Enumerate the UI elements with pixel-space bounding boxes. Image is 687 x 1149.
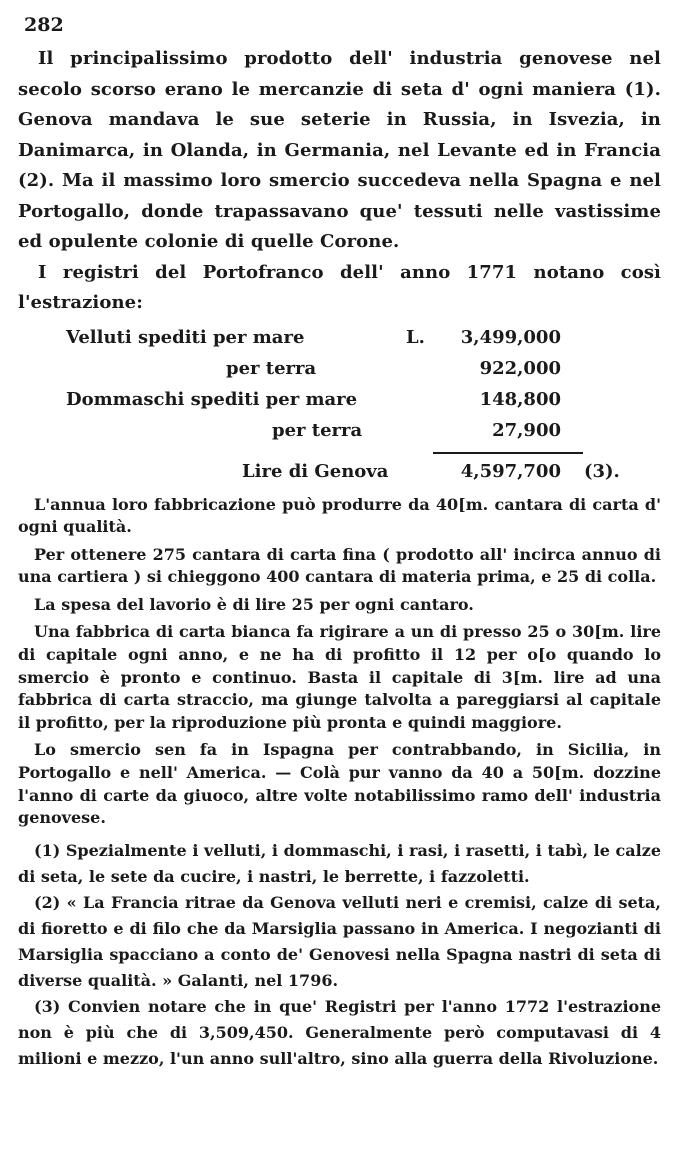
ledger-currency: L. — [406, 326, 425, 348]
ledger-row-label: Dommaschi spediti per mare — [66, 388, 358, 410]
ledger-row-label: per terra — [226, 357, 317, 379]
ledger-row — [18, 353, 661, 384]
ledger-row-amount: 148,800 — [479, 388, 561, 410]
small-paragraph-3: La spesa del lavorio è di lire 25 per ogni cantaro. — [34, 594, 474, 614]
footnote-2: (2) « La Francia ritrae da Genova velluti neri e cremisi, calze di seta, di fioretto e di filo che da Marsiglia passano in America. I negozianti di Marsiglia spacciano a conto de' Genovesi nella Spagna nastri di seta di diverse qualità. » Galanti, nel 1796. — [18, 892, 661, 990]
main-paragraph-1: Il principalissimo prodotto dell' industria genovese nel secolo scorso erano le mercanzie di seta d' ogni maniera (1). Genova mandava le sue seterie in Russia, in Isvezia, in Danimarca, in Olanda, in Germania, nel Levante ed in Francia (2). Ma il massimo loro smercio succedeva nella Spagna e nel Portogallo, donde trapassavano que' tessuti nelle vastissime ed opulente colonie di quelle Corone. — [18, 48, 661, 252]
ledger-total-amount: 4,597,700 — [460, 460, 561, 482]
ledger-row — [18, 415, 661, 446]
ledger-row-label: per terra — [272, 419, 363, 441]
ledger-total-note: (3). — [584, 460, 620, 482]
ledger-row — [18, 322, 661, 353]
ledger-row-amount: 3,499,000 — [460, 326, 561, 348]
small-paragraph-4: Una fabbrica di carta bianca fa rigirare a un di presso 25 o 30[m. lire di capitale ogni anno, e ne ha di profitto il 12 per o[o quando lo smercio è pronto e continuo. Basta il capitale di 3[m. lire ad una fabbrica di carta straccio, ma giunge talvolta a pareggiarsi al capitale il profitto, per la riproduzione più pronta e quindi maggiore. — [18, 622, 661, 732]
footnote-3: (3) Convien notare che in que' Registri per l'anno 1772 l'estrazione non è più che di 3,509,450. Generalmente però computavasi di 4 milioni e mezzo, l'un anno sull'altro, sino alla guerra della Rivoluzione. — [18, 996, 661, 1068]
ledger-row-amount: 27,900 — [492, 419, 561, 441]
main-paragraph-2: I registri del Portofranco dell' anno 1771 notano così l'estrazione: — [18, 261, 661, 313]
page-number: 282 — [24, 14, 64, 36]
footnote-1: (1) Spezialmente i velluti, i dommaschi, i rasi, i rasetti, i tabì, le calze di seta, le sete da cucire, i nastri, le berrette, i fazzoletti. — [18, 840, 661, 886]
small-paragraph-2: Per ottenere 275 cantara di carta fina ( prodotto all' incirca annuo di una cartiera ) si chieggono 400 cantara di materia prima, e 25 di colla. — [18, 544, 661, 587]
ledger-row — [18, 384, 661, 415]
ledger-row-label: Velluti spediti per mare — [66, 326, 305, 348]
small-paragraph-1: L'annua loro fabbricazione può produrre da 40[m. cantara di carta d' ogni qualità. — [18, 494, 661, 537]
export-ledger — [18, 322, 661, 488]
small-paragraph-5: Lo smercio sen fa in Ispagna per contrabbando, in Sicilia, in Portogallo e nell' America. — Colà pur vanno da 40 a 50[m. dozzine l'anno di carte da giuoco, altre volte notabilissimo ramo dell' industria genovese. — [18, 740, 661, 828]
total-rule — [433, 452, 583, 454]
ledger-total-label: Lire di Genova — [242, 460, 389, 482]
ledger-total-row — [18, 456, 661, 487]
ledger-row-amount: 922,000 — [479, 357, 561, 379]
